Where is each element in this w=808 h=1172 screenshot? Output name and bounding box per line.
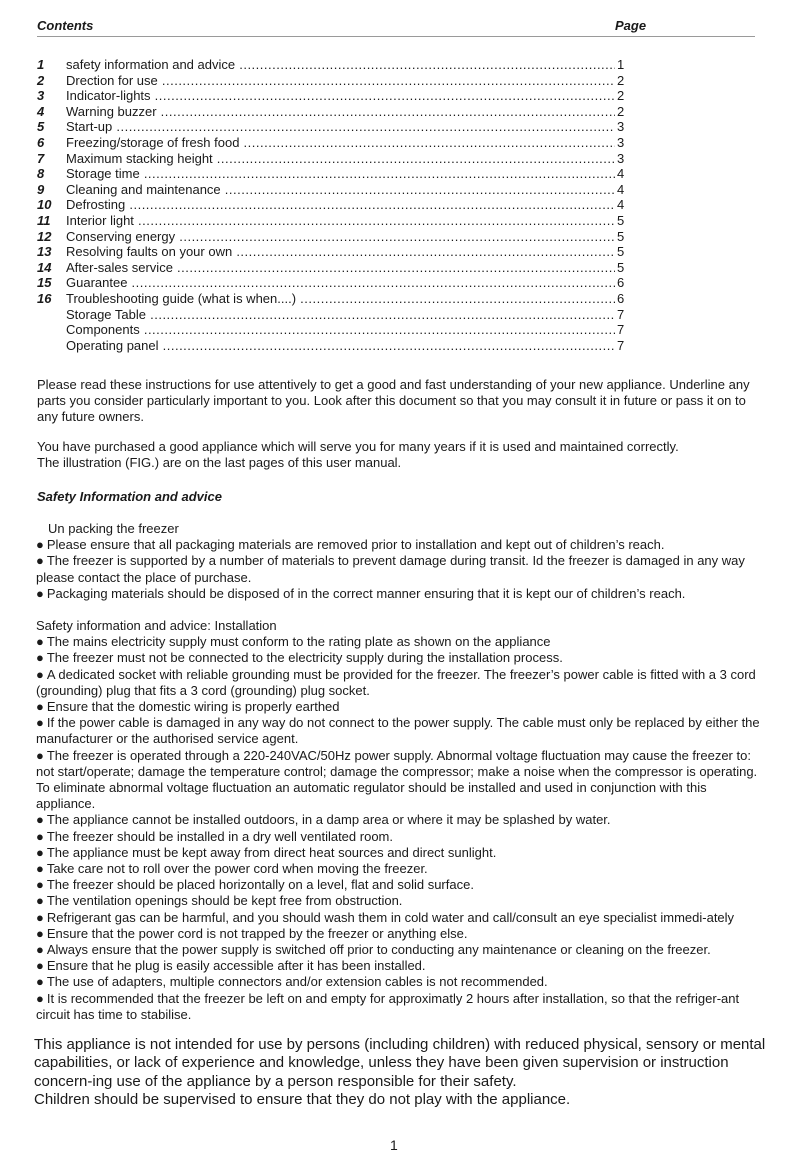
closing-text-1: This appliance is not intended for use by persons (including children) with reduced physical, sensory or mental capabilities, or lack of experience and knowledge, unless they have been given supervision or instruction concern-ing use of the appliance by a person responsible for their safety.: [34, 1036, 766, 1090]
closing-paragraph: [34, 1036, 776, 1110]
bullet-icon: ●: [36, 537, 44, 553]
toc-number: 9: [37, 181, 45, 197]
list-item: [36, 926, 766, 942]
bullet-icon: ●: [36, 650, 44, 666]
toc-row: [37, 166, 637, 182]
toc-number: 13: [37, 244, 52, 260]
installation-heading: Safety information and advice: Installation: [36, 618, 277, 633]
list-item-text: A dedicated socket with reliable grounding must be provided for the freezer. The freezer’s power cable is fitted with a 3 cord (grounding) plug that fits a 3 cord (grounding) plug socket.: [36, 666, 756, 698]
list-item: [36, 586, 766, 602]
toc-row: [37, 197, 637, 213]
toc-page: 3: [615, 119, 637, 135]
list-item-text: The mains electricity supply must conform to the rating plate as shown on the appliance: [46, 634, 551, 650]
toc-page: 4: [615, 182, 637, 198]
bullet-icon: ●: [36, 812, 44, 828]
unpacking-list: [36, 537, 766, 602]
toc-page: 4: [615, 197, 637, 213]
list-item-text: Packaging materials should be disposed of in the correct manner ensuring that it is kept our of children’s reach.: [46, 585, 686, 601]
list-item: [36, 537, 766, 553]
list-item-text: Always ensure that the power supply is switched off prior to conducting any maintenance or cleaning on the freezer.: [46, 942, 711, 958]
list-item-text: The appliance must be kept away from direct heat sources and direct sunlight.: [46, 844, 497, 860]
toc-row: [37, 244, 637, 260]
toc-title: Guarantee .....: [66, 275, 637, 291]
list-item: [36, 634, 766, 650]
list-item: [36, 974, 766, 990]
toc-number: 15: [37, 275, 52, 291]
bullet-icon: ●: [36, 828, 44, 844]
toc-page: 1: [615, 57, 637, 73]
toc-number: 3: [37, 88, 45, 104]
toc-row: [37, 119, 637, 135]
toc-page: 7: [615, 307, 637, 323]
toc-title: Interior light .....: [66, 213, 637, 229]
list-item-text: Ensure that the power cord is not trapped by the freezer or anything else.: [46, 925, 468, 941]
bullet-icon: ●: [36, 585, 44, 601]
list-item-text: The use of adapters, multiple connectors and/or extension cables is not recommended.: [46, 974, 548, 990]
bullet-icon: ●: [36, 958, 44, 974]
toc-page: 3: [615, 135, 637, 151]
toc-number: 2: [37, 72, 45, 88]
toc-title: Indicator-lights .....: [66, 88, 637, 104]
toc-row: [37, 88, 637, 104]
list-item: [36, 991, 766, 1023]
list-item: [36, 861, 766, 877]
list-item: [36, 650, 766, 666]
list-item: [36, 699, 766, 715]
list-item: [36, 958, 766, 974]
toc-number: 7: [37, 150, 45, 166]
bullet-icon: ●: [36, 861, 44, 877]
toc-row: [37, 275, 637, 291]
safety-heading: Safety Information and advice: [37, 489, 222, 504]
toc-title: Storage Table .....: [66, 307, 637, 323]
toc-title: safety information and advice .....: [66, 57, 637, 73]
bullet-icon: ●: [36, 666, 44, 682]
toc-page: 5: [615, 260, 637, 276]
bullet-icon: ●: [36, 634, 44, 650]
toc-row: [37, 182, 637, 198]
bullet-icon: ●: [36, 990, 44, 1006]
toc-title: Components .....: [66, 322, 637, 338]
bullet-icon: ●: [36, 893, 44, 909]
bullet-icon: ●: [36, 715, 44, 731]
toc-title: Troubleshooting guide (what is when....) .....: [66, 291, 637, 307]
toc-page: 5: [615, 229, 637, 245]
bullet-icon: ●: [36, 942, 44, 958]
bullet-icon: ●: [36, 747, 44, 763]
toc-number: 1: [37, 57, 45, 72]
toc-title: Cleaning and maintenance .....: [66, 182, 637, 198]
toc-row: [37, 151, 637, 167]
closing-text-2: Children should be supervised to ensure that they do not play with the appliance.: [34, 1091, 571, 1109]
toc-row: [37, 322, 637, 338]
toc-page: 5: [615, 244, 637, 260]
toc-number: 5: [37, 119, 45, 135]
bullet-icon: ●: [36, 974, 44, 990]
purchase-line-1: You have purchased a good appliance which will serve you for many years if it is used and maintained correctly.: [37, 439, 679, 454]
unpacking-section: [36, 521, 766, 602]
list-item: [36, 748, 766, 813]
toc-number: 11: [37, 212, 51, 228]
table-of-contents: [37, 57, 637, 353]
list-item-text: The ventilation openings should be kept free from obstruction.: [46, 893, 403, 909]
toc-title: Conserving energy .....: [66, 229, 637, 245]
list-item: [36, 893, 766, 909]
toc-title: Defrosting .....: [66, 197, 637, 213]
toc-row: [37, 104, 637, 120]
list-item-text: Please ensure that all packaging materials are removed prior to installation and kept out of children’s reach.: [46, 537, 665, 553]
list-item-text: The freezer is operated through a 220-240VAC/50Hz power supply. Abnormal voltage fluctuation may cause the freezer to: not start/operate; damage the temperature control; damage the compressor; make a noise when the compressor is operating. To eliminate abnormal voltage fluctuation an automatic regulator should be installed and used in conjunction with this appliance.: [36, 747, 758, 812]
list-item: [36, 553, 766, 585]
toc-page: 6: [615, 275, 637, 291]
toc-number: 10: [37, 197, 52, 213]
toc-row: [37, 291, 637, 307]
toc-page: 2: [615, 104, 637, 120]
toc-row: [37, 213, 637, 229]
toc-page: 7: [615, 338, 637, 354]
toc-number: 4: [37, 103, 45, 119]
installation-section: [36, 618, 766, 1023]
list-item-text: Ensure that the domestic wiring is properly earthed: [46, 699, 340, 715]
bullet-icon: ●: [36, 877, 44, 893]
list-item-text: The freezer should be installed in a dry well ventilated room.: [46, 828, 393, 844]
page-number: 1: [390, 1137, 398, 1153]
bullet-icon: ●: [36, 553, 44, 569]
list-item-text: It is recommended that the freezer be left on and empty for approximatly 2 hours after installation, so that the refriger-ant circuit has time to stabilise.: [36, 990, 740, 1022]
toc-row: [37, 73, 637, 89]
toc-row: [37, 338, 637, 354]
toc-row: [37, 229, 637, 245]
list-item: [36, 829, 766, 845]
toc-title: Warning buzzer .....: [66, 104, 637, 120]
toc-title: Start-up .....: [66, 119, 637, 135]
bullet-icon: ●: [36, 699, 44, 715]
toc-title: Freezing/storage of fresh food .....: [66, 135, 637, 151]
toc-title: Drection for use .....: [66, 73, 637, 89]
toc-page: 7: [615, 322, 637, 338]
bullet-icon: ●: [36, 925, 44, 941]
toc-number: 16: [37, 290, 52, 306]
toc-page: 5: [615, 213, 637, 229]
toc-title: After-sales service .....: [66, 260, 637, 276]
toc-row: [37, 307, 637, 323]
bullet-icon: ●: [36, 844, 44, 860]
list-item-text: The freezer should be placed horizontally on a level, flat and solid surface.: [46, 877, 474, 893]
list-item-text: The appliance cannot be installed outdoors, in a damp area or where it may be splashed by water.: [46, 812, 611, 828]
list-item: [36, 910, 766, 926]
toc-number: 6: [37, 134, 45, 150]
list-item-text: Ensure that he plug is easily accessible after it has been installed.: [46, 958, 426, 974]
list-item: [36, 877, 766, 893]
toc-row: [37, 260, 637, 276]
purchase-line-2: The illustration (FIG.) are on the last pages of this user manual.: [37, 455, 402, 470]
toc-page: 4: [615, 166, 637, 182]
list-item-text: Refrigerant gas can be harmful, and you should wash them in cold water and call/consult an eye specialist immedi-ately: [46, 909, 735, 925]
installation-list: [36, 634, 766, 1023]
list-item: [36, 812, 766, 828]
bullet-icon: ●: [36, 909, 44, 925]
toc-page: 2: [615, 73, 637, 89]
list-item: [36, 845, 766, 861]
toc-page: 6: [615, 291, 637, 307]
toc-number: 8: [37, 166, 45, 182]
toc-page: 2: [615, 88, 637, 104]
toc-page: 3: [615, 151, 637, 167]
list-item-text: The freezer is supported by a number of materials to prevent damage during transit. Id the freezer is damaged in any way please contact the place of purchase.: [36, 553, 745, 585]
intro-paragraph: Please read these instructions for use attentively to get a good and fast understanding of your new appliance. Underline any parts you consider particularly important to you. Look after this document so that you may consult it in future or pass it on to any future owners.: [37, 377, 750, 424]
list-item: [36, 715, 766, 747]
page-column-label: Page: [615, 18, 647, 33]
toc-title: Operating panel .....: [66, 338, 637, 354]
toc-number: 14: [37, 259, 52, 275]
toc-title: Resolving faults on your own .....: [66, 244, 637, 260]
list-item-text: If the power cable is damaged in any way do not connect to the power supply. The cable must only be replaced by either the manufacturer or the authorised service agent.: [36, 715, 760, 747]
toc-row: [37, 135, 637, 151]
list-item: [36, 942, 766, 958]
contents-header: [37, 18, 755, 37]
list-item-text: Take care not to roll over the power cord when moving the freezer.: [46, 861, 428, 877]
toc-title: Storage time .....: [66, 166, 637, 182]
toc-row: [37, 57, 637, 73]
toc-title: Maximum stacking height .....: [66, 151, 637, 167]
contents-label: Contents: [37, 18, 94, 33]
list-item: [36, 667, 766, 699]
unpacking-heading: Un packing the freezer: [48, 521, 179, 536]
purchase-paragraph: [37, 439, 767, 471]
toc-number: 12: [37, 228, 52, 244]
list-item-text: The freezer must not be connected to the electricity supply during the installation process.: [46, 650, 563, 666]
